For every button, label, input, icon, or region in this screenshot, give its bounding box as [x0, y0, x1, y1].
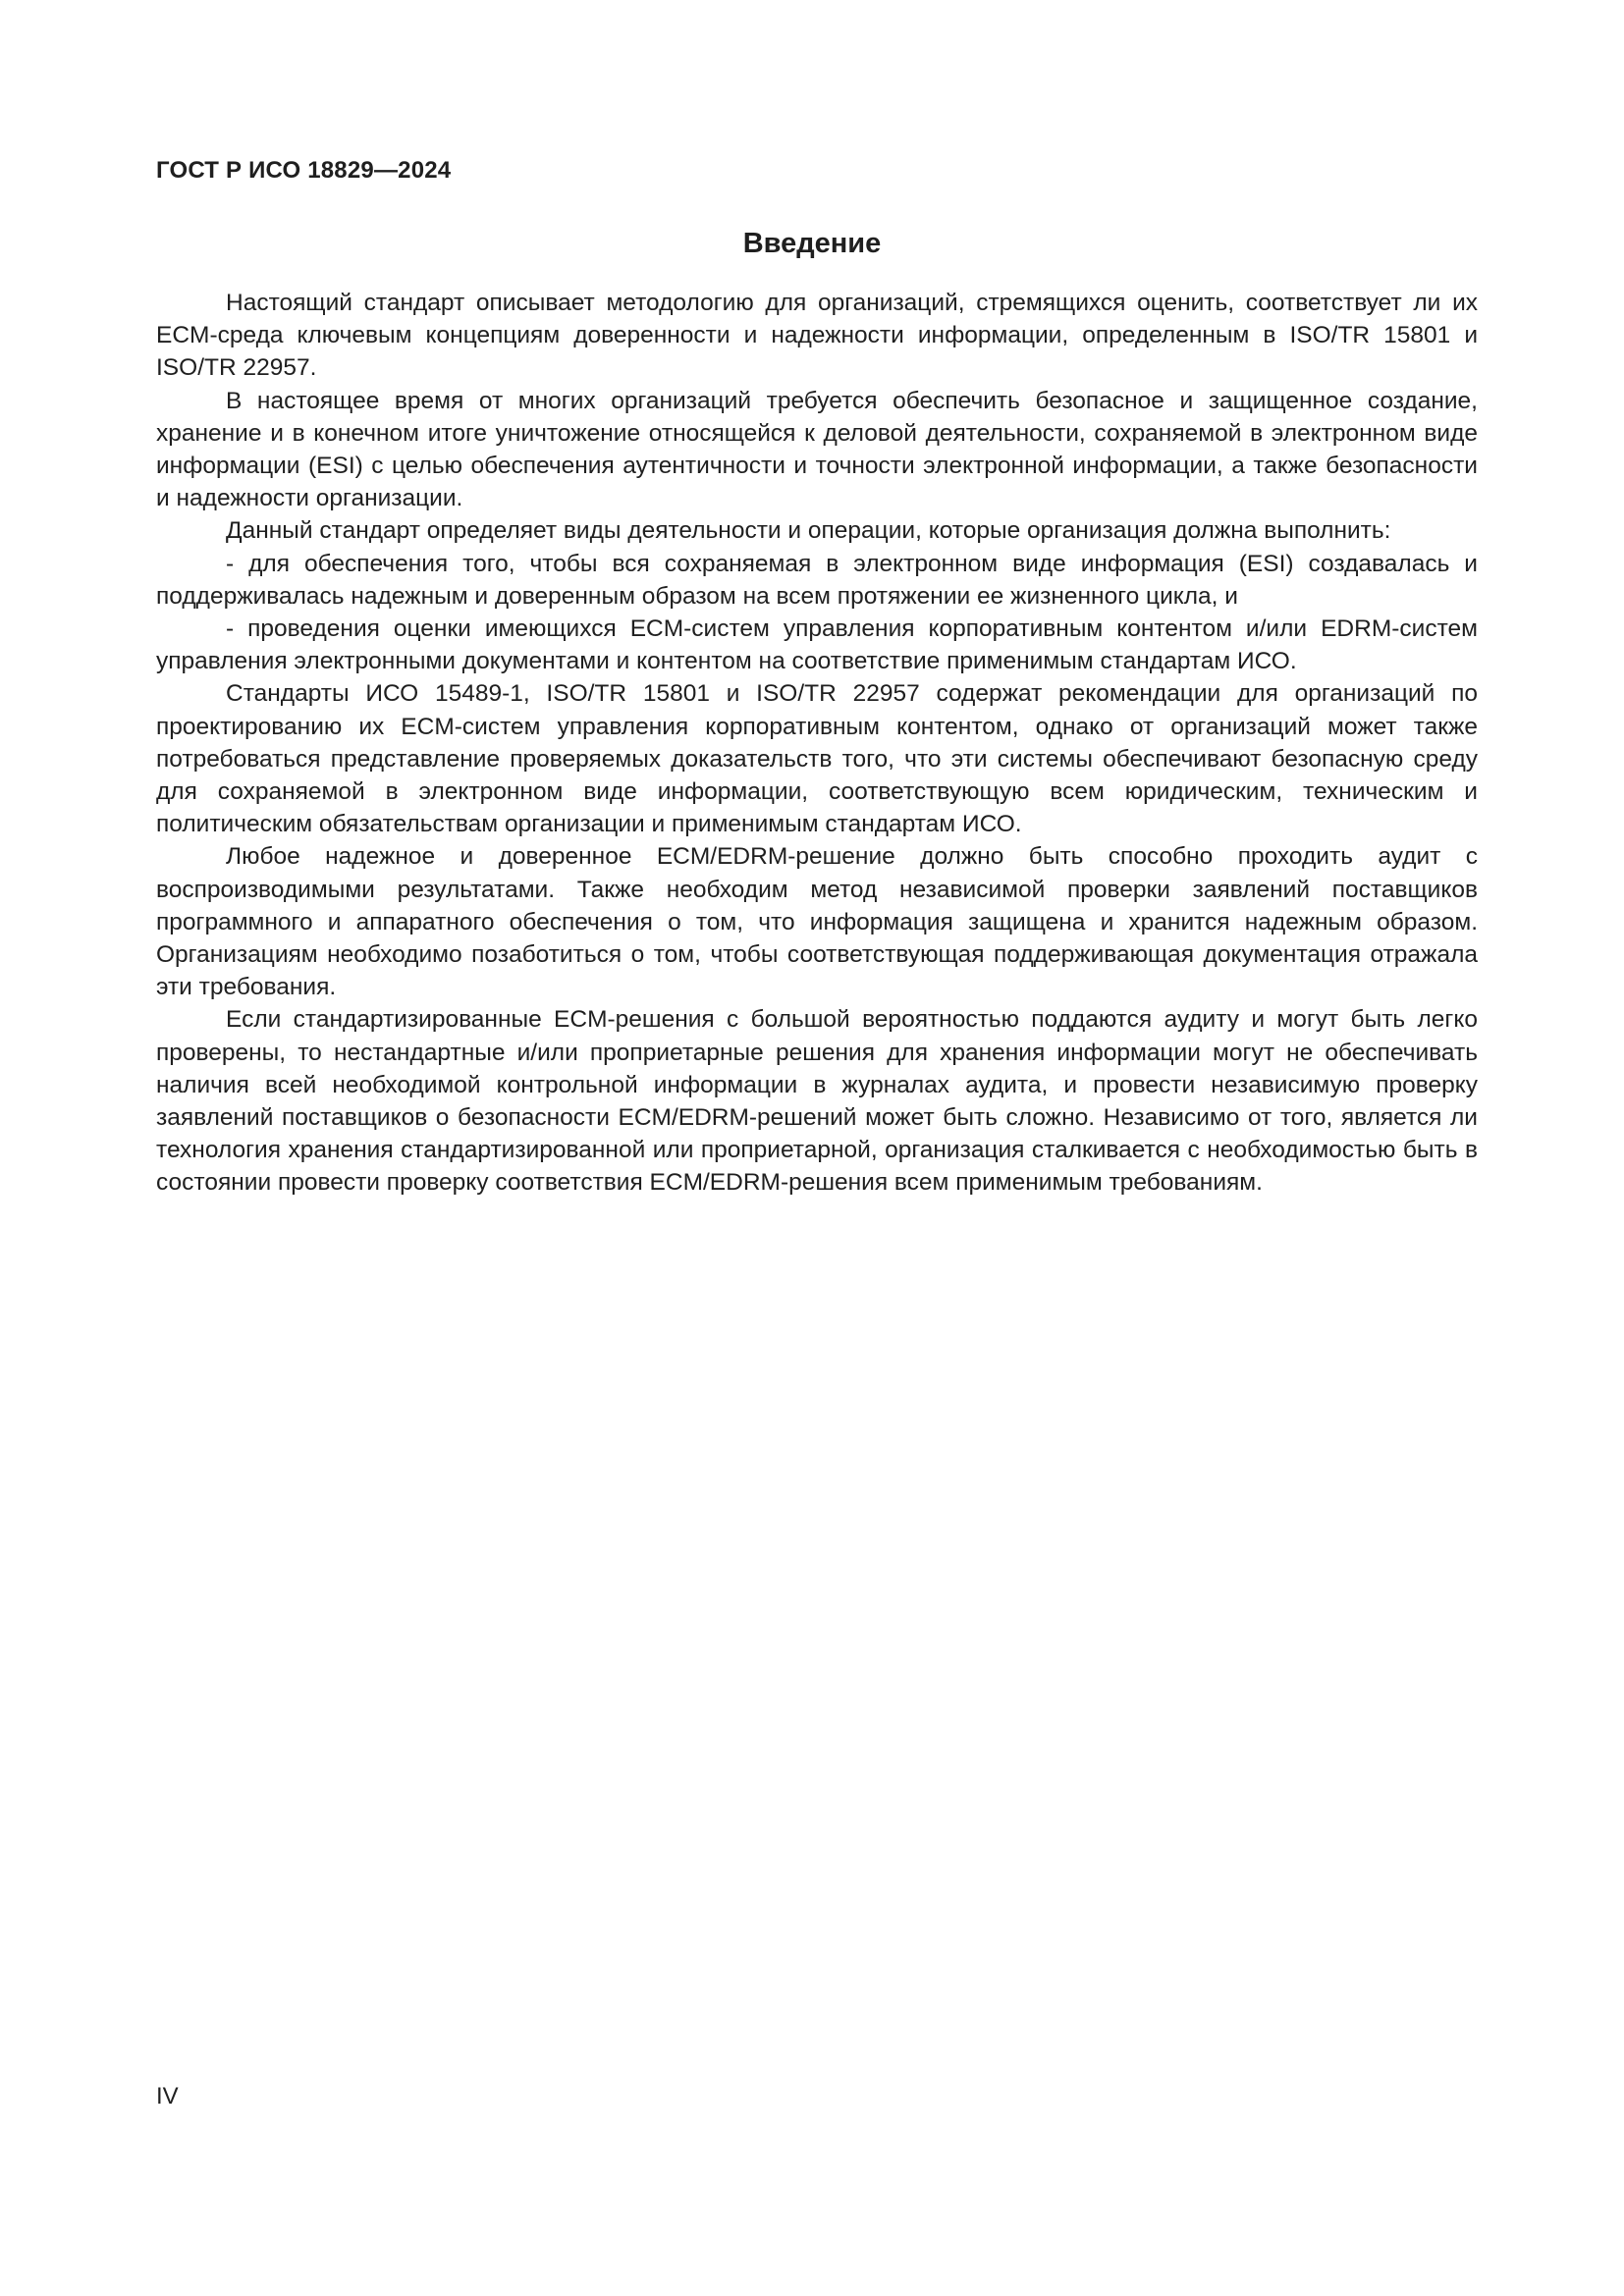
page-number: IV [156, 2083, 179, 2109]
paragraph: Если стандартизированные ECM-решения с большой вероятностью поддаются аудиту и могут быть легко проверены, то нестандартные и/или проприетарные решения для хранения информации могут не обеспечивать наличия всей необходимой контрольной информации в журналах аудита, и провести независимую проверку заявлений поставщиков о безопасности ECM/EDRM-решений может быть сложно. Независимо от того, является ли технология хранения стандартизированной или проприетарной, организация сталкивается с необходимостью быть в состоянии провести проверку соответствия ECM/EDRM-решения всем применимым требованиям. [156, 1006, 1478, 1197]
paragraph: Настоящий стандарт описывает методологию для организаций, стремящихся оценить, соответствует ли их ECM-среда ключевым концепциям доверенности и надежности информации, определенным в ISO/TR 15801 и ISO/TR 22957. [156, 290, 1478, 382]
paragraph: Стандарты ИСО 15489-1, ISO/TR 15801 и ISO/TR 22957 содержат рекомендации для организаций по проектированию их ECM-систем управления корпоративным контентом, однако от организаций может также потребоваться представление проверяемых доказательств того, что эти системы обеспечивают безопасную среду для сохраняемой в электронном виде информации, соответствующую всем юридическим, техническим и политическим обязательствам организации и применимым стандартам ИСО. [156, 680, 1478, 838]
paragraph: В настоящее время от многих организаций требуется обеспечить безопасное и защищенное создание, хранение и в конечном итоге уничтожение относящейся к деловой деятельности, сохраняемой в электронном виде информации (ESI) с целью обеспечения аутентичности и точности электронной информации, а также безопасности и надежности организации. [156, 387, 1478, 512]
document-header: ГОСТ Р ИСО 18829—2024 [156, 157, 452, 184]
paragraph: Данный стандарт определяет виды деятельности и операции, которые организация должна выполнить: [226, 517, 1391, 545]
list-item: - проведения оценки имеющихся ECM-систем управления корпоративным контентом и/или EDRM-систем управления электронными документами и контентом на соответствие применимым стандартам ИСО. [156, 615, 1478, 675]
body-text [156, 287, 1478, 1200]
list-item: - для обеспечения того, чтобы вся сохраняемая в электронном виде информация (ESI) создавалась и поддерживалась надежным и доверенным образом на всем протяжении ее жизненного цикла, и [156, 550, 1478, 610]
paragraph: Любое надежное и доверенное ECM/EDRM-решение должно быть способно проходить аудит с воспроизводимыми результатами. Также необходим метод независимой проверки заявлений поставщиков программного и аппаратного обеспечения о том, что информация защищена и хранится надежным образом. Организациям необходимо позаботиться о том, чтобы соответствующая поддерживающая документация отражала эти требования. [156, 843, 1478, 1001]
section-title: Введение [742, 228, 882, 259]
